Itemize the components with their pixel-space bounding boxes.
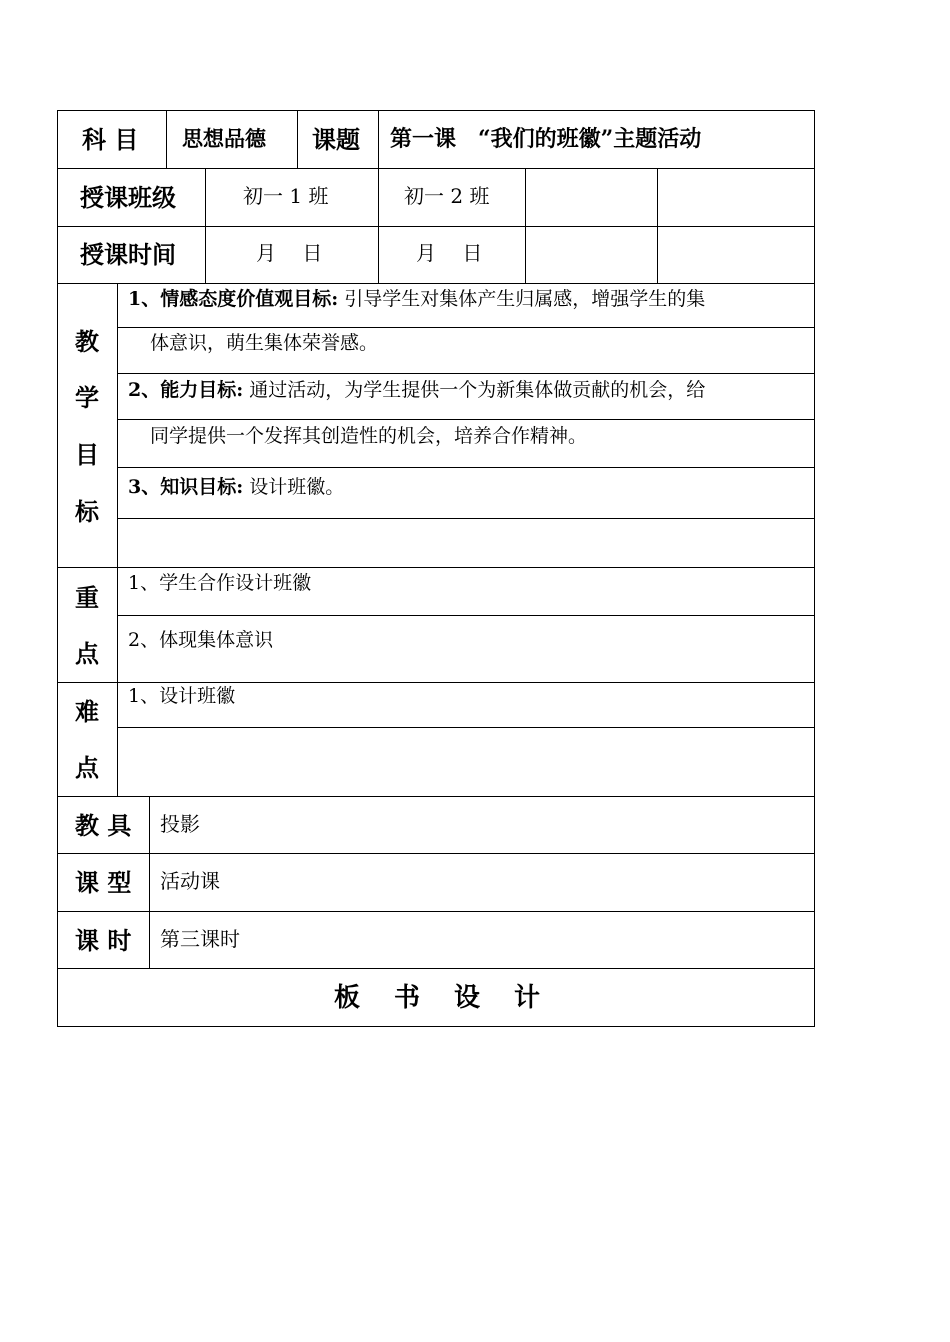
col-divider — [149, 796, 150, 968]
row-divider — [117, 419, 815, 420]
table-border-right — [814, 110, 815, 1027]
col-divider — [525, 168, 526, 283]
col-divider — [205, 168, 206, 283]
objective-text-continued: 同学提供一个发挥其创造性的机会，培养合作精神。 — [150, 425, 588, 447]
subject-value: 思想品德 — [182, 126, 266, 151]
objective-item — [128, 381, 705, 400]
col-divider — [297, 110, 298, 168]
date-2: 月 日 — [416, 241, 483, 265]
difficult-points-label-char: 难 — [75, 698, 99, 726]
teaching-aids-value: 投影 — [160, 812, 200, 836]
difficult-point-item: 1、设计班徽 — [128, 685, 236, 707]
objective-item — [128, 478, 344, 497]
period-label: 课 时 — [75, 927, 132, 955]
lesson-type-label: 课 型 — [75, 869, 132, 897]
period-value: 第三课时 — [160, 927, 240, 951]
row-divider — [57, 968, 815, 969]
objective-text: 设计班徽。 — [243, 476, 345, 498]
row-divider — [117, 327, 815, 328]
objectives-label-char: 学 — [75, 384, 99, 412]
row-divider — [57, 796, 815, 797]
row-divider — [117, 727, 815, 728]
objective-text: 引导学生对集体产生归属感，增强学生的集 — [338, 288, 706, 310]
row-divider — [57, 682, 815, 683]
date-1: 月 日 — [256, 241, 323, 265]
objective-heading: 3、知识目标: — [128, 476, 244, 498]
objective-text: 通过活动，为学生提供一个为新集体做贡献的机会，给 — [243, 379, 706, 401]
col-divider — [378, 110, 379, 168]
table-border-bottom — [57, 1026, 815, 1027]
row-divider — [117, 467, 815, 468]
class-1: 初一 1 班 — [243, 184, 329, 208]
lesson-type-value: 活动课 — [160, 869, 220, 893]
time-label: 授课时间 — [80, 241, 176, 269]
key-points-label-char: 重 — [75, 584, 99, 612]
row-divider — [57, 911, 815, 912]
row-divider — [117, 615, 815, 616]
row-divider — [57, 853, 815, 854]
classes-label: 授课班级 — [80, 184, 176, 212]
subject-label: 科 目 — [82, 126, 139, 154]
key-points-label-char: 点 — [75, 640, 99, 668]
difficult-points-label-char: 点 — [75, 754, 99, 782]
objectives-label-char: 标 — [75, 498, 99, 526]
row-divider — [57, 226, 815, 227]
table-border-left — [57, 110, 58, 1027]
topic-label: 课题 — [312, 126, 360, 154]
row-divider — [57, 168, 815, 169]
row-divider — [117, 373, 815, 374]
teaching-aids-label: 教 具 — [75, 812, 132, 840]
objectives-label-char: 教 — [75, 328, 99, 356]
key-point-item: 2、体现集体意识 — [128, 629, 274, 651]
objective-heading: 2、能力目标: — [128, 379, 244, 401]
class-2: 初一 2 班 — [404, 184, 490, 208]
objective-heading: 1、情感态度价值观目标: — [128, 288, 339, 310]
row-divider — [117, 518, 815, 519]
col-divider — [657, 168, 658, 283]
col-divider — [166, 110, 167, 168]
objective-text-continued: 体意识，萌生集体荣誉感。 — [150, 332, 379, 354]
key-point-item: 1、学生合作设计班徽 — [128, 572, 312, 594]
col-divider — [378, 168, 379, 283]
board-design-title: 板书设计 — [334, 983, 575, 1013]
table-border-top — [57, 110, 815, 111]
row-divider — [57, 567, 815, 568]
col-divider — [117, 283, 118, 796]
topic-value: 第一课 “我们的班徽”主题活动 — [390, 126, 702, 152]
objective-item — [128, 290, 705, 309]
objectives-label-char: 目 — [75, 441, 99, 469]
row-divider — [57, 283, 815, 284]
